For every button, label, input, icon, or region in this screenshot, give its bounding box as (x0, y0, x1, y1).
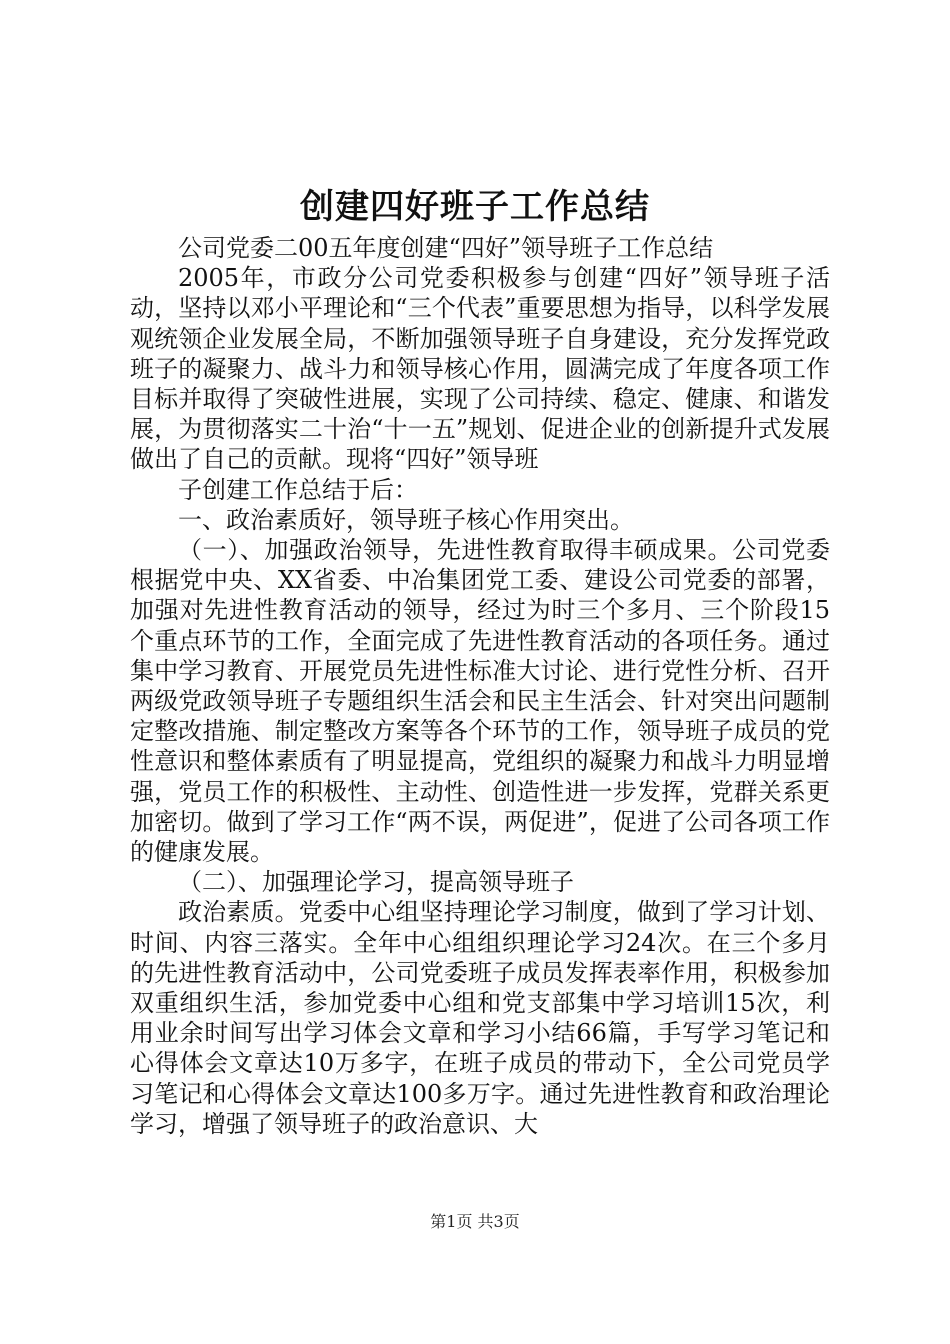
paragraph-intro: 2005年，市政分公司党委积极参与创建“四好”领导班子活动，坚持以邓小平理论和“三个代表”重要思想为指导，以科学发展观统领企业发展全局，不断加强领导班子自身建设，充分发挥党政班子的凝聚力、战斗力和领导核心作用，圆满完成了年度各项工作目标并取得了突破性进展，实现了公司持续、稳定、健康、和谐发展，为贯彻落实二十治“十一五”规划、促进企业的创新提升式发展做出了自己的贡献。现将“四好”领导班 (130, 264, 830, 474)
paragraph-continuation: 子创建工作总结于后： (178, 475, 418, 504)
paragraph-subsection-2: 政治素质。党委中心组坚持理论学习制度，做到了学习计划、时间、内容三落实。全年中心组组织理论学习24次。在三个多月的先进性教育活动中，公司党委班子成员发挥表率作用，积极参加双重组织生活，参加党委中心组和党支部集中学习培训15次，利用业余时间写出学习体会文章和学习小结66篇，手写学习笔记和心得体会文章达10万多字，在班子成员的带动下，全公司党员学习笔记和心得体会文章达100多万字。通过先进性教育和政治理论学习，增强了领导班子的政治意识、大 (130, 898, 830, 1138)
page-footer: 第1页 共3页 (430, 1212, 520, 1231)
paragraph-heading-line: 公司党委二00五年度创建“四好”领导班子工作总结 (178, 234, 714, 262)
subsection-heading-2: （二）、加强理论学习，提高领导班子 (178, 868, 574, 897)
section-heading-1: 一、政治素质好，领导班子核心作用突出。 (178, 505, 634, 534)
document-body (130, 233, 830, 1139)
paragraph-subsection-1: （一）、加强政治领导，先进性教育取得丰硕成果。公司党委根据党中央、XX省委、中冶集团党工委、建设公司党委的部署，加强对先进性教育活动的领导，经过为时三个多月、三个阶段15个重点环节的工作，全面完成了先进性教育活动的各项任务。通过集中学习教育、开展党员先进性标准大讨论、进行党性分析、召开两级党政领导班子专题组织生活会和民主生活会、针对突出问题制定整改措施、制定整改方案等各个环节的工作，领导班子成员的党性意识和整体素质有了明显提高，党组织的凝聚力和战斗力明显增强，党员工作的积极性、主动性、创造性进一步发挥，党群关系更加密切。做到了学习工作“两不误，两促进”，促进了公司各项工作的健康发展。 (130, 536, 830, 867)
document-title: 创建四好班子工作总结 (300, 187, 650, 227)
